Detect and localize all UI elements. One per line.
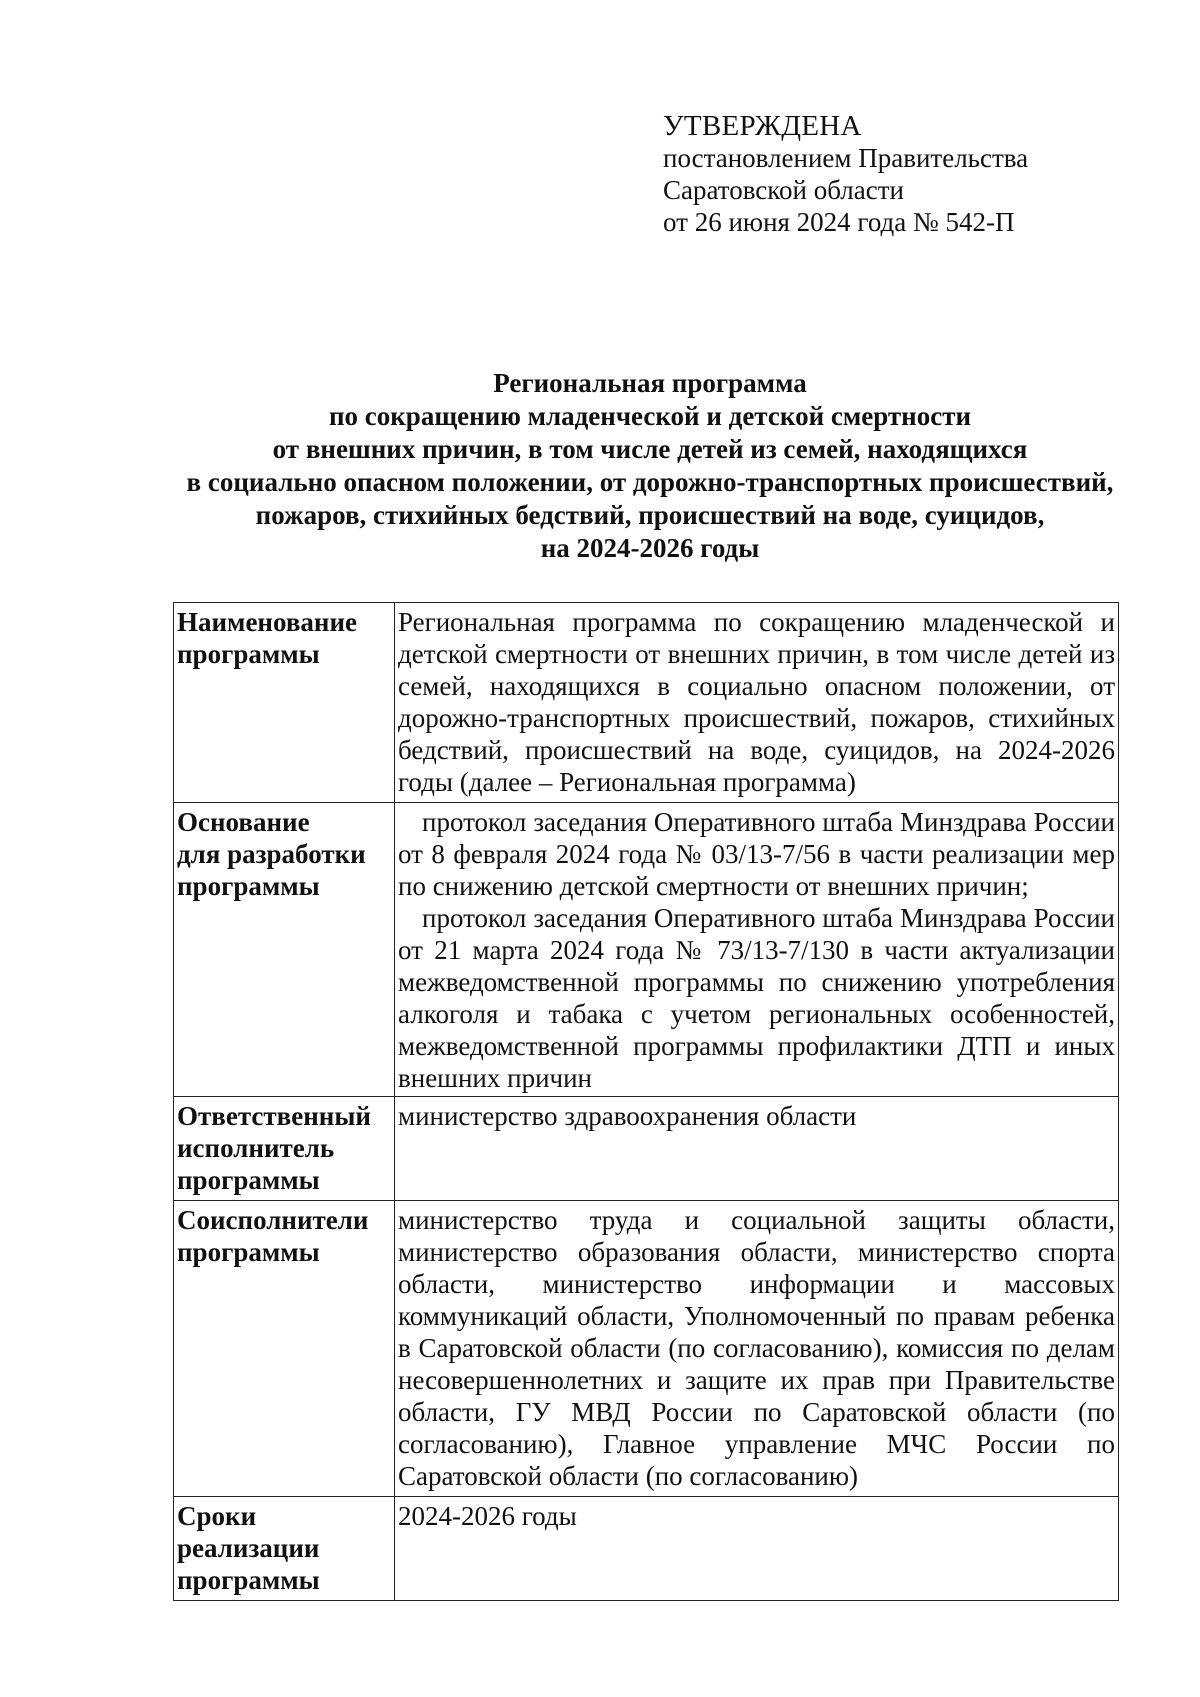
title-line: Региональная программа [493, 368, 807, 398]
table-row [174, 1497, 1119, 1601]
row-label-basis: Основание для разработки программы [174, 803, 395, 1097]
row-value-paragraph: министерство труда и социальной защиты области, министерство образования области, министерство спорта области, министерство информации и массовых коммуникаций области, Уполномоченный по правам ребенка в Саратовской области (по согласованию), комиссия по делам несовершеннолетних и защите их прав при Правительстве области, ГУ МВД России по Саратовской области (по согласованию), Главное управление МЧС России по Саратовской области (по согласованию) [398, 1205, 1115, 1491]
approval-heading: УТВЕРЖДЕНА [663, 110, 862, 142]
title-line: пожаров, стихийных бедствий, происшествий на воде, суицидов, [255, 500, 1045, 530]
row-value-basis [395, 803, 1119, 1097]
table-row [174, 1097, 1119, 1201]
table-row [174, 603, 1119, 803]
approval-line-region: Саратовской области [663, 175, 904, 205]
row-value-paragraph: 2024-2026 годы [398, 1501, 577, 1531]
row-label-responsible: Ответственный исполнитель программы [174, 1097, 395, 1201]
title-line: от внешних причин, в том числе детей из семей, находящихся [272, 434, 1028, 464]
row-label-co-executors: Соисполнители программы [174, 1201, 395, 1497]
row-value-timeframe [395, 1497, 1119, 1601]
row-label-program-name: Наименование программы [174, 603, 395, 803]
row-value-program-name [395, 603, 1119, 803]
row-label-timeframe: Сроки реализации программы [174, 1497, 395, 1601]
row-value-paragraph: Региональная программа по сокращению младенческой и детской смертности от внешних причин, в том числе детей из семей, находящихся в социально опасном положении, от дорожно-транспортных происшествий, пожаров, стихийных бедствий, происшествий на воде, суицидов, на 2024-2026 годы (далее – Региональная программа) [398, 607, 1115, 797]
approval-line-resolution: постановлением Правительства [663, 143, 1029, 173]
row-value-co-executors [395, 1201, 1119, 1497]
approval-line-date: от 26 июня 2024 года № 542-П [663, 207, 1015, 237]
table-row [174, 803, 1119, 1097]
approval-stamp [663, 110, 1028, 238]
program-passport-table [173, 602, 1119, 1601]
document-title [120, 367, 1180, 565]
row-value-paragraph: протокол заседания Оперативного штаба Минздрава России от 8 февраля 2024 года № 03/13-7/56 в части реализации мер по снижению детской смертности от внешних причин; [398, 807, 1115, 901]
title-line: на 2024-2026 годы [540, 533, 760, 563]
table-row [174, 1201, 1119, 1497]
row-value-paragraph: протокол заседания Оперативного штаба Минздрава России от 21 марта 2024 года № 73/13-7/130 в части актуализации межведомственной программы по снижению употребления алкоголя и табака с учетом региональных особенностей, межведомственной программы профилактики ДТП и иных внешних причин [398, 903, 1115, 1093]
title-line: по сокращению младенческой и детской смертности [328, 401, 972, 431]
row-value-responsible [395, 1097, 1119, 1201]
title-line: в социально опасном положении, от дорожно-транспортных происшествий, [186, 467, 1114, 497]
row-value-paragraph: министерство здравоохранения области [398, 1101, 857, 1131]
